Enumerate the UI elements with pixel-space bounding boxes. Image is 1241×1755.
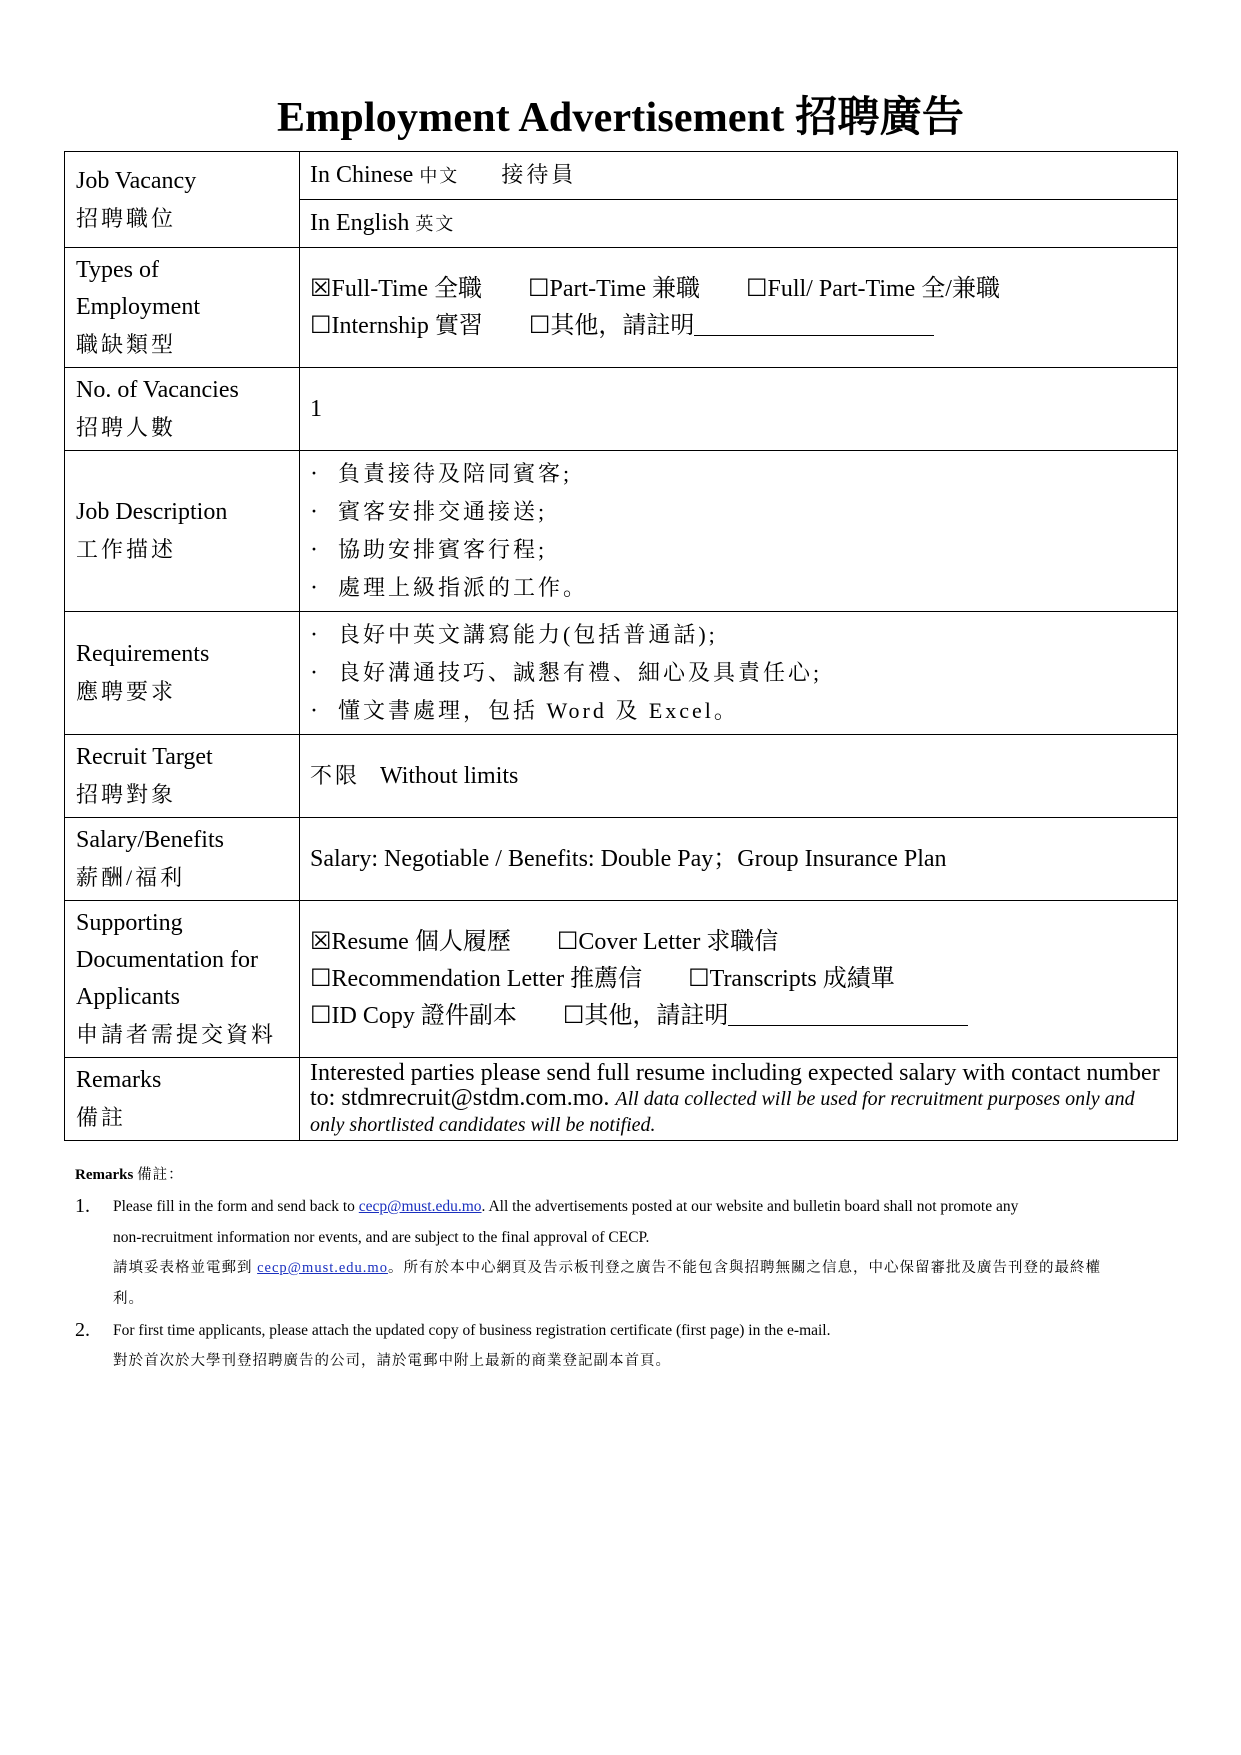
vacancies-label xyxy=(65,368,300,451)
list-item: · 協助安排賓客行程; xyxy=(310,537,548,563)
email-link[interactable]: cecp@must.edu.mo xyxy=(358,1198,482,1215)
job-description-list xyxy=(300,451,1178,612)
full-time-label: Full-Time 全職 xyxy=(331,275,482,302)
internship-label: Internship 實習 xyxy=(331,312,483,339)
internship-checkbox[interactable]: ☐ xyxy=(310,312,332,339)
recruit-target-label xyxy=(65,735,300,818)
recruit-target-value xyxy=(300,735,1178,818)
salary-value: Salary: Negotiable / Benefits: Double Pay；Group Insurance Plan xyxy=(300,818,1178,901)
transcripts-label: Transcripts 成績單 xyxy=(709,965,895,992)
other-doc-label: 其他，請註明 xyxy=(584,1002,729,1029)
job-ad-form xyxy=(64,151,1178,1141)
label-zh: 職缺類型 xyxy=(76,332,177,357)
list-item: · 懂文書處理，包括 Word 及 Excel。 xyxy=(310,698,739,724)
list-item: · 賓客安排交通接送; xyxy=(310,499,548,525)
remarks-value xyxy=(300,1058,1178,1141)
notes-heading: Remarks 備註： xyxy=(75,1167,184,1183)
label-zh: 申請者需提交資料 xyxy=(76,1022,277,1047)
full-part-time-checkbox[interactable]: ☐ xyxy=(745,275,768,302)
list-item: · 良好溝通技巧、誠懇有禮、細心及具責任心; xyxy=(310,660,823,686)
remarks-italic: All data collected will be used for recruitment purposes only and only shortlisted candidates will be notified. xyxy=(310,1087,1135,1136)
employment-types-options xyxy=(300,248,1178,368)
recommendation-checkbox[interactable]: ☐ xyxy=(310,965,332,992)
label-en: Recruit Target xyxy=(76,744,213,770)
label-en: Requirements xyxy=(76,641,210,667)
label-en: Job Vacancy xyxy=(76,167,197,194)
english-label-en: In English xyxy=(310,210,410,236)
label-zh: 工作描述 xyxy=(76,537,177,562)
label-zh: 招聘職位 xyxy=(76,205,177,231)
label-en-2: Documentation for xyxy=(76,947,258,973)
job-description-label xyxy=(65,451,300,612)
label-zh: 應聘要求 xyxy=(76,679,177,704)
full-part-time-label: Full/ Part-Time 全/兼職 xyxy=(767,275,1000,302)
list-item: · 負責接待及陪同賓客; xyxy=(310,461,573,487)
job-vacancy-label xyxy=(65,152,300,248)
resume-label: Resume 個人履歷 xyxy=(331,928,511,955)
remarks-row xyxy=(65,1058,1178,1141)
label-en: Salary/Benefits xyxy=(76,827,224,853)
label-en: Job Description xyxy=(76,499,228,525)
other-type-blank[interactable] xyxy=(694,310,934,336)
recruit-target-row xyxy=(65,735,1178,818)
recruit-target-zh: 不限 xyxy=(310,763,361,788)
part-time-checkbox[interactable]: ☐ xyxy=(528,275,550,302)
vacancies-row xyxy=(65,368,1178,451)
other-doc-checkbox[interactable]: ☐ xyxy=(562,1002,585,1029)
employment-types-label xyxy=(65,248,300,368)
label-zh: 招聘對象 xyxy=(76,782,177,807)
label-zh: 備註 xyxy=(76,1105,127,1130)
documents-label xyxy=(65,901,300,1058)
note-item: 1. Please fill in the form and send back to cecp@must.edu.mo. All the advertisements posted at our website and bulletin board shall not promote any non-recruitment information nor events, and are subject to the final approval of CECP. 請填妥表格並電郵到 cecp@must.edu.mo。所有於本中心網頁及告示板刊登之廣告不能包含與招聘無關之信息，中心保留審批及廣告刊登的最終權 利。 xyxy=(75,1195,1101,1307)
documents-row xyxy=(65,901,1178,1058)
resume-checkbox[interactable]: ☒ xyxy=(310,928,332,955)
remarks-text: Interested parties please send full resume including expected salary with contact number to: stdmrecruit@stdm.com.mo. xyxy=(310,1059,1160,1111)
chinese-label-zh: 中文 xyxy=(419,166,460,186)
requirements-row xyxy=(65,612,1178,735)
label-en-1: Types of xyxy=(76,257,159,283)
other-type-checkbox[interactable]: ☐ xyxy=(528,312,551,339)
other-doc-blank[interactable] xyxy=(728,1000,968,1026)
english-label-zh: 英文 xyxy=(415,214,456,234)
job-title-chinese: 接待員 xyxy=(501,162,577,187)
page-title: Employment Advertisement 招聘廣告 xyxy=(276,95,965,141)
part-time-label: Part-Time 兼職 xyxy=(549,275,700,302)
id-copy-label: ID Copy 證件副本 xyxy=(331,1002,517,1029)
recruit-target-en: Without limits xyxy=(380,763,519,789)
id-copy-checkbox[interactable]: ☐ xyxy=(310,1002,332,1029)
salary-label xyxy=(65,818,300,901)
label-en-2: Employment xyxy=(76,294,200,320)
chinese-label-en: In Chinese xyxy=(310,162,414,188)
list-item: · 處理上級指派的工作。 xyxy=(310,575,589,601)
footnotes xyxy=(75,1160,1185,1377)
cover-letter-checkbox[interactable]: ☐ xyxy=(556,928,579,955)
email-link[interactable]: cecp@must.edu.mo xyxy=(257,1260,388,1276)
recommendation-label: Recommendation Letter 推薦信 xyxy=(331,965,643,992)
note-item: 2. For first time applicants, please attach the updated copy of business registration certificate (first page) in the e-mail. 對於首次於大學刊登招聘廣告的公司，請於電郵中附上最新的商業登記副本首頁。 xyxy=(75,1319,831,1369)
label-zh: 招聘人數 xyxy=(76,415,177,440)
documents-options xyxy=(300,901,1178,1058)
salary-row xyxy=(65,818,1178,901)
label-en: No. of Vacancies xyxy=(76,377,239,403)
requirements-label xyxy=(65,612,300,735)
requirements-list xyxy=(300,612,1178,735)
job-vacancy-chinese xyxy=(300,152,1178,200)
vacancies-value: 1 xyxy=(300,368,1178,451)
list-item: · 良好中英文講寫能力(包括普通話); xyxy=(310,622,718,648)
other-type-label: 其他，請註明 xyxy=(550,312,695,339)
job-vacancy-english xyxy=(300,200,1178,248)
employment-types-row xyxy=(65,248,1178,368)
remarks-label xyxy=(65,1058,300,1141)
label-en: Remarks xyxy=(76,1067,162,1093)
label-en-1: Supporting xyxy=(76,910,183,936)
job-vacancy-row xyxy=(65,152,1178,200)
transcripts-checkbox[interactable]: ☐ xyxy=(688,965,710,992)
full-time-checkbox[interactable]: ☒ xyxy=(310,275,332,302)
label-zh: 薪酬/福利 xyxy=(76,865,186,890)
label-en-3: Applicants xyxy=(76,984,180,1010)
cover-letter-label: Cover Letter 求職信 xyxy=(578,928,779,955)
job-description-row xyxy=(65,451,1178,612)
